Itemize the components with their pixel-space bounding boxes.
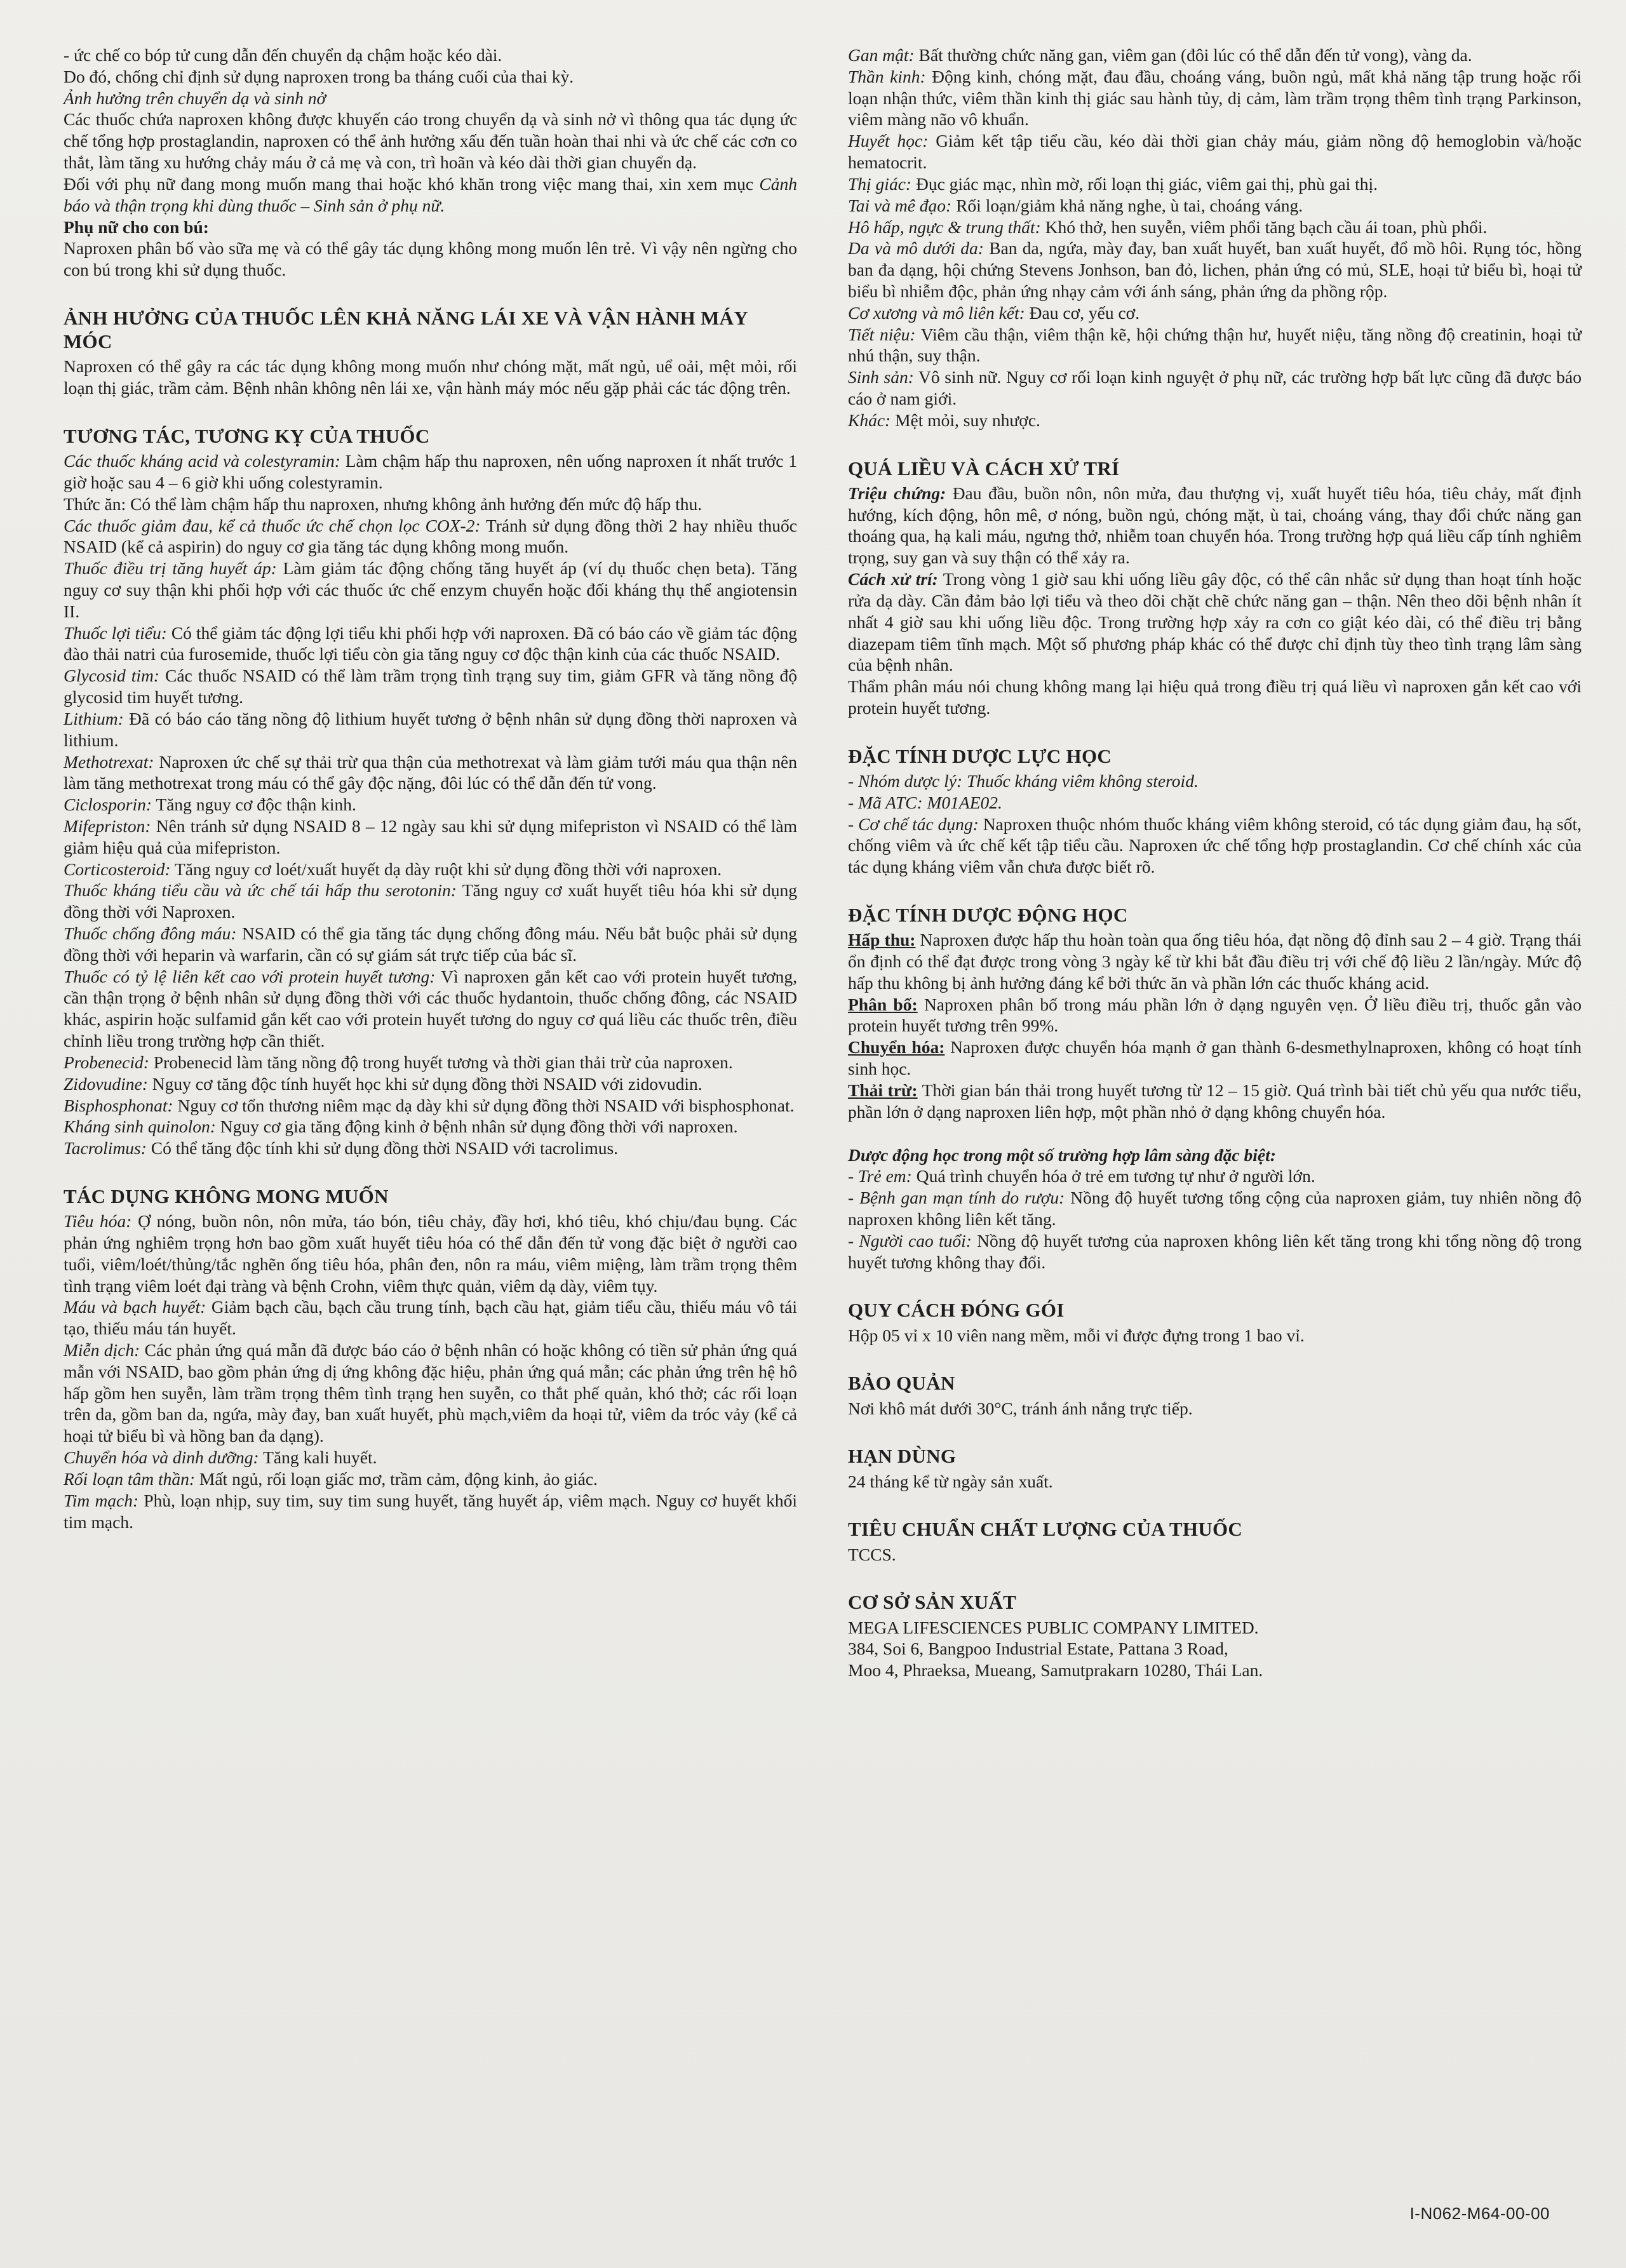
pd-mechanism: - Cơ chế tác dụng: Naproxen thuộc nhóm thuốc kháng viêm không steroid, có tác dụng giảm đau, hạ sốt, chống viêm và ức chế kết tập tiểu cầu. Naproxen ức chế tổng hợp prostaglandin. Cơ chế chính xác của tác dụng kháng viêm vẫn chưa được biết rõ. — [848, 814, 1582, 877]
adverse-item: Khác: Mệt mỏi, suy nhược. — [848, 410, 1040, 430]
intro-line-1: - ức chế co bóp tử cung dẫn đến chuyển dạ chậm hoặc kéo dài. — [64, 45, 502, 65]
adverse-item: Tiêu hóa: Ợ nóng, buồn nôn, nôn mửa, táo bón, tiêu chảy, đầy hơi, khó tiêu, khó chịu/đau bụng. Các phản ứng nghiêm trọng hơn bao gồm xuất huyết tiêu hóa có thể dẫn đến tử vong đặc biệt ở người cao tuổi, viêm/loét/thủng/tắc nghẽn ống tiêu hóa, phân đen, nôn ra máu, viêm miệng, làm trầm trọng thêm tình trạng viêm loét đại tràng và bệnh Crohn, viêm thực quản, viêm dạ dày, viêm tụy. — [64, 1211, 798, 1296]
interaction-item: Probenecid: Probenecid làm tăng nồng độ trong huyết tương và thời gian thải trừ của naproxen. — [64, 1052, 733, 1072]
pk-item: Thải trừ: Thời gian bán thải trong huyết tương từ 12 – 15 giờ. Quá trình bài tiết chủ yếu qua nước tiểu, phần lớn ở dạng naproxen liên hợp, một phần nhỏ ở dạng không chuyển hóa. — [848, 1080, 1582, 1122]
pharmacokinetics-heading: ĐẶC TÍNH DƯỢC ĐỘNG HỌC — [848, 904, 1128, 926]
pd-atc: - Mã ATC: M01AE02. — [848, 792, 1002, 812]
pd-group: - Nhóm dược lý: Thuốc kháng viêm không steroid. — [848, 770, 1199, 791]
quality-text: TCCS. — [848, 1544, 896, 1564]
pk-special-item: - Người cao tuổi: Nồng độ huyết tương của naproxen không liên kết tăng trong khi tổng nồng độ trong huyết tương không thay đổi. — [848, 1230, 1582, 1272]
intro-line-2: Do đó, chống chỉ định sử dụng naproxen trong ba tháng cuối của thai kỳ. — [64, 66, 574, 86]
interaction-item: Thuốc điều trị tăng huyết áp: Làm giảm tác động chống tăng huyết áp (ví dụ thuốc chẹn beta). Tăng nguy cơ suy thận khi phối hợp với các thuốc ức chế enzym chuyển hoặc đối kháng thụ thể angiotensin II. — [64, 558, 798, 621]
manufacturer-name: MEGA LIFESCIENCES PUBLIC COMPANY LIMITED. — [848, 1617, 1259, 1637]
interaction-item: Thuốc có tỷ lệ liên kết cao với protein huyết tương: Vì naproxen gắn kết cao với protein huyết tương, cần thận trọng ở bệnh nhân sử dụng đồng thời với các thuốc hydantoin, thuốc chống đông, các NSAID khác, aspirin hoặc sulfamid gắn kết cao với protein huyết tương do nguy cơ quá liều các thuốc trên, điều chỉnh liều trong trường hợp cần thiết. — [64, 966, 797, 1051]
fertility-note: Đối với phụ nữ đang mong muốn mang thai hoặc khó khăn trong việc mang thai, xin xem mục Cảnh báo và thận trọng khi dùng thuốc – Sinh sản ở phụ nữ. — [64, 173, 797, 215]
overdose-symptoms: Triệu chứng: Đau đầu, buồn nôn, nôn mửa, đau thượng vị, xuất huyết tiêu hóa, tiêu chảy, mất định hướng, kích động, hôn mê, ơ nóng, buồn ngủ, chóng mặt, ù tai, choáng váng, thay đổi chức năng gan thoáng qua, hạ kali máu, ngưng thở, nhiễm toan chuyển hóa. Trong trường hợp quá liều cấp tính nghiêm trọng, suy gan và suy thận có thể xảy ra. — [848, 483, 1582, 568]
interaction-item: Các thuốc giảm đau, kể cả thuốc ức chế chọn lọc COX-2: Tránh sử dụng đồng thời 2 hay nhiều thuốc NSAID (kể cả aspirin) do nguy cơ gia tăng tác dụng không mong muốn. — [64, 515, 797, 557]
interaction-item: Mifepriston: Nên tránh sử dụng NSAID 8 – 12 ngày sau khi sử dụng mifepriston vì NSAID có thể làm giảm hiệu quả của mifepriston. — [64, 815, 797, 857]
manufacturer-address-line-1: 384, Soi 6, Bangpoo Industrial Estate, Pattana 3 Road, — [848, 1639, 1228, 1659]
overdose-dialysis: Thẩm phân máu nói chung không mang lại hiệu quả trong điều trị quá liều vì naproxen gắn kết cao với protein huyết tương. — [848, 676, 1582, 718]
driving-text: Naproxen có thể gây ra các tác dụng không mong muốn như chóng mặt, mất ngủ, uể oải, mệt mỏi, rối loạn thị giác, trầm cảm. Bệnh nhân không nên lái xe, vận hành máy móc nếu gặp phải các tác động trên. — [64, 356, 797, 398]
interaction-item: Lithium: Đã có báo cáo tăng nồng độ lithium huyết tương ở bệnh nhân sử dụng đồng thời naproxen và lithium. — [64, 708, 797, 750]
interactions-heading: TƯƠNG TÁC, TƯƠNG KỴ CỦA THUỐC — [64, 424, 430, 447]
storage-heading: BẢO QUẢN — [848, 1372, 955, 1395]
labor-subtitle: Ảnh hưởng trên chuyển dạ và sinh nở — [64, 88, 326, 108]
interaction-item: Zidovudine: Nguy cơ tăng độc tính huyết học khi sử dụng đồng thời NSAID với zidovudin. — [64, 1073, 702, 1094]
adverse-item: Cơ xương và mô liên kết: Đau cơ, yếu cơ. — [848, 302, 1140, 323]
adverse-list — [64, 1211, 797, 1533]
interaction-item: Corticosteroid: Tăng nguy cơ loét/xuất huyết dạ dày ruột khi sử dụng đồng thời với naproxen. — [64, 859, 722, 879]
labor-text: Các thuốc chứa naproxen không được khuyến cáo trong chuyển dạ và sinh nở vì thông qua tác dụng ức chế tổng hợp prostaglandin, naproxen có thể ảnh hưởng xấu đến tuần hoàn thai nhi và ức chế các cơn co thắt, làm tăng xu hướng chảy máu ở cả mẹ và con, trì hoãn và kéo dài thời gian chuyển dạ. — [64, 109, 797, 173]
pk-item: Phân bố: Naproxen phân bố trong máu phần lớn ở dạng nguyên vẹn. Ở liều điều trị, thuốc gắn vào protein huyết tương trên 99%. — [848, 994, 1582, 1036]
manufacturer-address-line-2: Moo 4, Phraeksa, Mueang, Samutprakarn 10280, Thái Lan. — [848, 1660, 1263, 1681]
expiry-text: 24 tháng kể từ ngày sản xuất. — [848, 1471, 1053, 1491]
interaction-item: Thuốc chống đông máu: NSAID có thể gia tăng tác dụng chống đông máu. Nếu bắt buộc phải sử dụng đồng thời với heparin và warfarin, cần có sự giám sát trực tiếp của bác sĩ. — [64, 923, 797, 965]
adverse-item: Gan mật: Bất thường chức năng gan, viêm gan (đôi lúc có thể dẫn đến tử vong), vàng da. — [848, 45, 1472, 65]
interaction-item: Glycosid tim: Các thuốc NSAID có thể làm trầm trọng tình trạng suy tim, giảm GFR và tăng nồng độ glycosid tim huyết tương. — [64, 666, 797, 708]
interactions-list — [64, 450, 797, 1159]
breastfeeding-subtitle: Phụ nữ cho con bú: — [64, 217, 209, 237]
adverse-item: Tiết niệu: Viêm cầu thận, viêm thận kẽ, hội chứng thận hư, huyết niệu, tăng nồng độ creatinin, hoại tử nhú thận, suy thận. — [848, 324, 1582, 366]
manufacturer-heading: CƠ SỞ SẢN XUẤT — [848, 1591, 1017, 1614]
adverse-item: Thần kinh: Động kinh, chóng mặt, đau đầu, choáng váng, buồn ngủ, mất khả năng tập trung hoặc rối loạn nhận thức, viêm thần kinh thị giác sau hành tủy, dị cảm, làm trầm trọng thêm tình trạng Parkinson, viêm màng não vô khuẩn. — [848, 66, 1582, 130]
interaction-item: Thức ăn: Có thể làm chậm hấp thu naproxen, nhưng không ảnh hưởng đến mức độ hấp thu. — [64, 493, 702, 514]
interaction-item: Ciclosporin: Tăng nguy cơ độc thận kinh. — [64, 795, 356, 815]
pk-special-title: Dược động học trong một số trường hợp lâm sàng đặc biệt: — [848, 1144, 1276, 1165]
overdose-treatment: Cách xử trí: Trong vòng 1 giờ sau khi uống liều gây độc, có thể cân nhắc sử dụng than hoạt tính hoặc rửa dạ dày. Cần đảm bảo lợi tiểu và theo dõi chặt chẽ chức năng gan – thận. Nên theo dõi bệnh nhân ít nhất 4 giờ sau khi uống liều độc. Trong trường hợp xảy ra cơn co giật kéo dài, có thể điều trị bằng diazepam tiêm tĩnh mạch. Một số phương pháp khác có thể được chỉ định tùy theo tình trạng lâm sàng của bệnh nhân. — [848, 569, 1582, 675]
pk-item: Hấp thu: Naproxen được hấp thu hoàn toàn qua ống tiêu hóa, đạt nồng độ đỉnh sau 2 – 4 giờ. Trạng thái ổn định có thể đạt được trong vòng 3 ngày kể từ khi bắt đầu điều trị với chế độ liều 2 lần/ngày. Mức độ hấp thu không bị ảnh hưởng đáng kể bởi thức ăn và phần lớn các thuốc kháng acid. — [848, 930, 1582, 993]
overdose-heading: QUÁ LIỀU VÀ CÁCH XỬ TRÍ — [848, 457, 1120, 480]
document-code: I-N062-M64-00-00 — [1409, 2204, 1550, 2223]
right-column — [848, 44, 1582, 2230]
adverse-item: Chuyển hóa và dinh dưỡng: Tăng kali huyết. — [64, 1447, 377, 1468]
storage-text: Nơi khô mát dưới 30°C, tránh ánh nắng trực tiếp. — [848, 1398, 1193, 1418]
adverse-item: Tim mạch: Phù, loạn nhịp, suy tim, suy tim sung huyết, tăng huyết áp, viêm mạch. Nguy cơ huyết khối tim mạch. — [64, 1490, 798, 1532]
interaction-item: Các thuốc kháng acid và colestyramin: Làm chậm hấp thu naproxen, nên uống naproxen ít nhất trước 1 giờ hoặc sau 4 – 6 giờ khi uống colestyramin. — [64, 451, 797, 492]
interaction-item: Kháng sinh quinolon: Nguy cơ gia tăng động kinh ở bệnh nhân sử dụng đồng thời với naproxen. — [64, 1117, 738, 1137]
adverse-continued-list — [848, 44, 1582, 431]
breastfeeding-text: Naproxen phân bố vào sữa mẹ và có thể gây tác dụng không mong muốn lên trẻ. Vì vậy nên ngừng cho con bú trong khi sử dụng thuốc. — [64, 238, 797, 280]
adverse-item: Tai và mê đạo: Rối loạn/giảm khả năng nghe, ù tai, choáng váng. — [848, 195, 1303, 215]
left-column — [64, 44, 797, 2230]
quality-heading: TIÊU CHUẨN CHẤT LƯỢNG CỦA THUỐC — [848, 1518, 1243, 1541]
pk-special-item: - Bệnh gan mạn tính do rượu: Nồng độ huyết tương tổng cộng của naproxen giảm, tuy nhiên nồng độ naproxen không liên kết tăng. — [848, 1188, 1582, 1229]
adverse-item: Rối loạn tâm thần: Mất ngủ, rối loạn giấc mơ, trầm cảm, động kinh, ảo giác. — [64, 1468, 598, 1489]
interaction-item: Bisphosphonat: Nguy cơ tổn thương niêm mạc dạ dày khi sử dụng đồng thời NSAID với bisphosphonat. — [64, 1095, 795, 1115]
adverse-item: Máu và bạch huyết: Giảm bạch cầu, bạch cầu trung tính, bạch cầu hạt, giảm tiểu cầu, thiếu máu vô tái tạo, thiếu máu tán huyết. — [64, 1297, 797, 1339]
pk-item: Chuyển hóa: Naproxen được chuyển hóa mạnh ở gan thành 6-desmethylnaproxen, không có hoạt tính sinh học. — [848, 1037, 1582, 1079]
interaction-item: Thuốc kháng tiểu cầu và ức chế tái hấp thu serotonin: Tăng nguy cơ xuất huyết tiêu hóa khi sử dụng đồng thời với Naproxen. — [64, 880, 797, 922]
driving-heading: ẢNH HƯỞNG CỦA THUỐC LÊN KHẢ NĂNG LÁI XE VÀ VẬN HÀNH MÁY MÓC — [64, 306, 748, 353]
packaging-heading: QUY CÁCH ĐÓNG GÓI — [848, 1299, 1065, 1322]
adverse-item: Huyết học: Giảm kết tập tiểu cầu, kéo dài thời gian chảy máu, giảm nồng độ hemoglobin và/hoặc hematocrit. — [848, 131, 1582, 173]
adverse-heading: TÁC DỤNG KHÔNG MONG MUỐN — [64, 1184, 389, 1207]
adverse-item: Miễn dịch: Các phản ứng quá mẫn đã được báo cáo ở bệnh nhân có hoặc không có tiền sử phản ứng quá mẫn với NSAID, bao gồm phản ứng dị ứng không đặc hiệu, phản ứng quá mẫn; các phản ứng trên hệ hô hấp gồm hen suyễn, làm trầm trọng thêm tình trạng hen suyễn, co thắt phế quản, khó thở; các rối loạn trên da, gồm ban da, ngứa, mày đay, ban xuất huyết, phù mạch,viêm da hoại tử, viêm da tróc vảy (kể cả hoại tử biểu bì và hồng ban đa dạng). — [64, 1340, 797, 1446]
pharmacodynamics-heading: ĐẶC TÍNH DƯỢC LỰC HỌC — [848, 744, 1112, 767]
packaging-text: Hộp 05 vỉ x 10 viên nang mềm, mỗi vỉ được đựng trong 1 bao vỉ. — [848, 1325, 1305, 1345]
adverse-item: Hô hấp, ngực & trung thất: Khó thở, hen suyễn, viêm phổi tăng bạch cầu ái toan, phù phổi. — [848, 217, 1488, 237]
interaction-item: Methotrexat: Naproxen ức chế sự thải trừ qua thận của methotrexat và làm giảm tưới máu qua thận nên làm tăng methotrexat trong máu có thể gây độc nặng, đôi lúc có thể dẫn đến tử vong. — [64, 751, 797, 793]
adverse-item: Thị giác: Đục giác mạc, nhìn mờ, rối loạn thị giác, viêm gai thị, phù gai thị. — [848, 173, 1378, 194]
pk-special-item: - Trẻ em: Quá trình chuyển hóa ở trẻ em tương tự như ở người lớn. — [848, 1166, 1315, 1186]
interaction-item: Tacrolimus: Có thể tăng độc tính khi sử dụng đồng thời NSAID với tacrolimus. — [64, 1138, 619, 1158]
expiry-heading: HẠN DÙNG — [848, 1445, 957, 1468]
manufacturer-address — [848, 1617, 1582, 1681]
adverse-item: Da và mô dưới da: Ban da, ngứa, mày đay, ban xuất huyết, ban xuất huyết, đổ mồ hôi. Rụng tóc, hồng ban đa dạng, hội chứng Stevens Jonhson, ban đỏ, lichen, phản ứng có mủ, SLE, hoại tử biểu bì, hoại tử biểu bì nhiễm độc, phản ứng nhạy cảm với ánh sáng, phản ứng da phồng rộp. — [848, 238, 1582, 301]
two-column-layout — [64, 44, 1582, 2230]
adverse-item: Sinh sản: Vô sinh nữ. Nguy cơ rối loạn kinh nguyệt ở phụ nữ, các trường hợp bất lực cũng đã được báo cáo ở nam giới. — [848, 367, 1582, 408]
interaction-item: Thuốc lợi tiểu: Có thể giảm tác động lợi tiểu khi phối hợp với naproxen. Đã có báo cáo về giảm tác động đào thải natri của furosemide, thuốc lợi tiểu còn gia tăng nguy cơ độc thận kinh của các thuốc NSAID. — [64, 622, 797, 664]
